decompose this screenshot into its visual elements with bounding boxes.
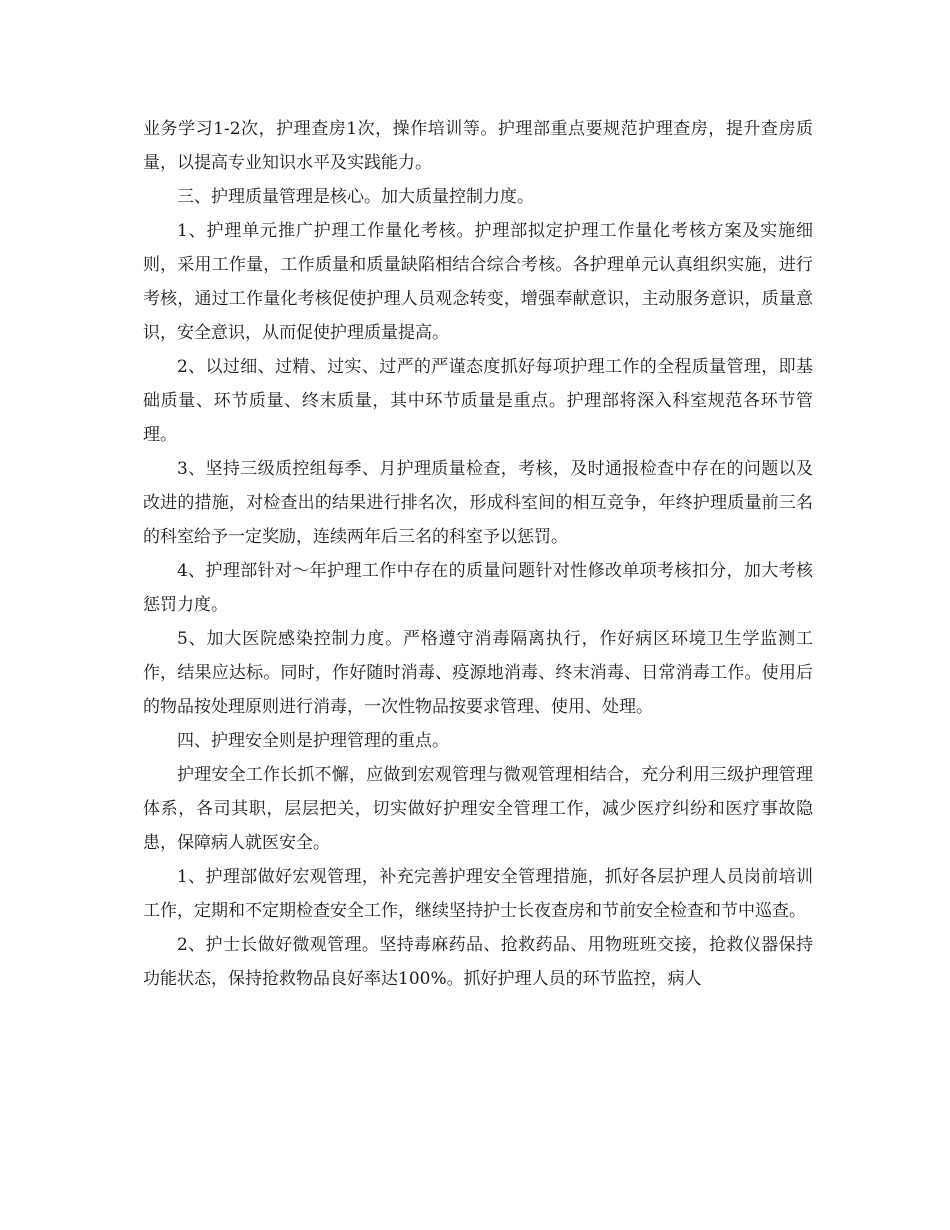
paragraph: 业务学习1-2次，护理查房1次，操作培训等。护理部重点要规范护理查房，提升查房质量，以提高专业知识水平及实践能力。 — [143, 119, 813, 173]
paragraph: 3、坚持三级质控组每季、月护理质量检查，考核，及时通报检查中存在的问题以及改进的措施，对检查出的结果进行排名次，形成科室间的相互竞争，年终护理质量前三名的科室给予一定奖励，连续两年后三名的科室予以惩罚。 — [143, 459, 813, 547]
paragraph: 1、护理单元推广护理工作量化考核。护理部拟定护理工作量化考核方案及实施细则，采用工作量，工作质量和质量缺陷相结合综合考核。各护理单元认真组织实施，进行考核，通过工作量化考核促使护理人员观念转变，增强奉献意识，主动服务意识，质量意识，安全意识，从而促使护理质量提高。 — [143, 221, 813, 343]
section-heading: 三、护理质量管理是核心。加大质量控制力度。 — [177, 187, 534, 207]
paragraph: 2、护士长做好微观管理。坚持毒麻药品、抢救药品、用物班班交接，抢救仪器保持功能状态，保持抢救物品良好率达100%。抓好护理人员的环节监控，病人 — [143, 935, 813, 989]
document-body — [143, 112, 813, 996]
paragraph: 2、以过细、过精、过实、过严的严谨态度抓好每项护理工作的全程质量管理，即基础质量、环节质量、终末质量，其中环节质量是重点。护理部将深入科室规范各环节管理。 — [143, 357, 813, 445]
section-heading: 四、护理安全则是护理管理的重点。 — [177, 731, 449, 751]
paragraph: 1、护理部做好宏观管理，补充完善护理安全管理措施，抓好各层护理人员岗前培训工作，定期和不定期检查安全工作，继续坚持护士长夜查房和节前安全检查和节中巡查。 — [143, 867, 813, 921]
paragraph: 5、加大医院感染控制力度。严格遵守消毒隔离执行，作好病区环境卫生学监测工作，结果应达标。同时，作好随时消毒、疫源地消毒、终末消毒、日常消毒工作。使用后的物品按处理原则进行消毒，一次性物品按要求管理、使用、处理。 — [143, 629, 813, 717]
paragraph: 护理安全工作长抓不懈，应做到宏观管理与微观管理相结合，充分利用三级护理管理体系，各司其职，层层把关，切实做好护理安全管理工作，减少医疗纠纷和医疗事故隐患，保障病人就医安全。 — [143, 765, 813, 853]
paragraph: 4、护理部针对～年护理工作中存在的质量问题针对性修改单项考核扣分，加大考核惩罚力度。 — [143, 561, 813, 615]
